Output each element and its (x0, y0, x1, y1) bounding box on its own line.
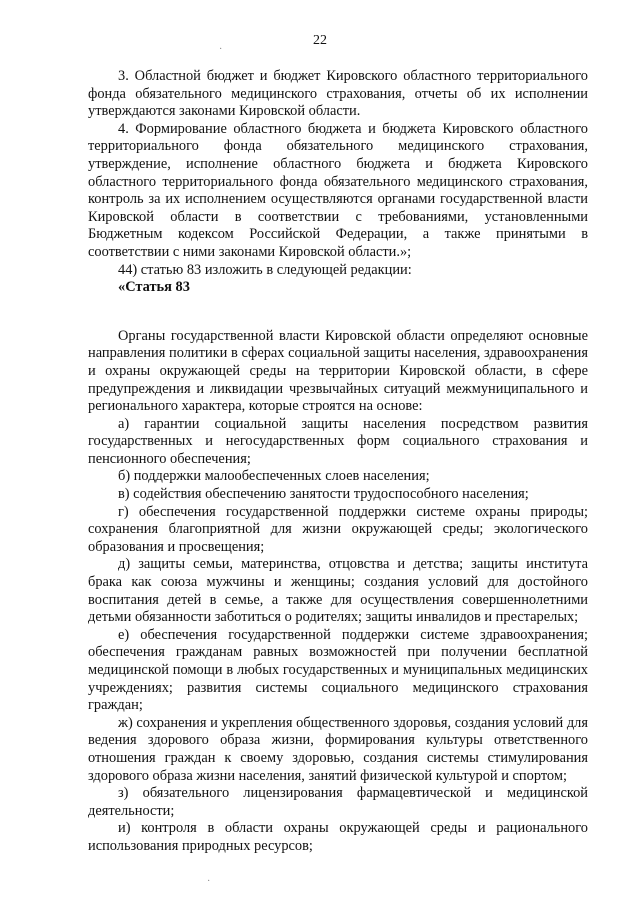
paragraph-44: 44) статью 83 изложить в следующей редакции: (118, 261, 412, 278)
list-item-g: г) обеспечения государственной поддержки системе охраны природы; сохранения благоприятной для жизни окружающей среды; экологического образования и просвещения; (88, 503, 588, 555)
scan-speck: · (219, 44, 223, 55)
scan-speck: · (207, 876, 211, 887)
page-number: 22 (313, 33, 327, 48)
article-title: «Статья 83 (118, 279, 190, 296)
spacer (88, 297, 588, 328)
list-item-zh: ж) сохранения и укрепления общественного здоровья, создания условий для ведения здорового образа жизни, формирования культуры ответственного отношения граждан к своему здоровью, создания системы стимулирования здорового образа жизни населения, занятий физической культурой и спортом; (88, 714, 588, 784)
list-item-a: а) гарантии социальной защиты населения посредством развития государственных и негосударственных форм социального страхования и пенсионного обеспечения; (88, 415, 588, 467)
article-intro: Органы государственной власти Кировской области определяют основные направления политики в сферах социальной защиты населения, здравоохранения и охраны окружающей среды на территории Кировской области, в сфере предупреждения и ликвидации чрезвычайных ситуаций межмуниципального и регионального характера, которые строятся на основе: (88, 327, 588, 415)
list-item-z: з) обязательного лицензирования фармацевтической и медицинской деятельности; (88, 785, 588, 819)
paragraph-4: 4. Формирование областного бюджета и бюджета Кировского областного территориального фонда обязательного медицинского страхования, утверждение, исполнение областного бюджета и бюджета Кировского областного территориального фонда обязательного медицинского страхования, контроль за их исполнением осуществляются органами государственной власти Кировской области в соответствии с требованиями, установленными Бюджетным кодексом Российской Федерации, а также принятыми в соответствии с ними законами Кировской области.»; (88, 120, 588, 260)
list-item-b: б) поддержки малообеспеченных слоев населения; (118, 468, 430, 485)
paragraph-3: 3. Областной бюджет и бюджет Кировского областного территориального фонда обязательного медицинского страхования, отчеты об их исполнении утверждаются законами Кировской области. (88, 68, 588, 120)
document-body (88, 68, 588, 856)
list-item-e: е) обеспечения государственной поддержки системе здравоохранения; обеспечения гражданам равных возможностей при получении бесплатной медицинской помощи в любых государственных и муниципальных медицинских учреждениях; развития системы социального медицинского страхования граждан; (88, 626, 588, 714)
list-item-v: в) содействия обеспечению занятости трудоспособного населения; (118, 486, 529, 503)
list-item-d: д) защиты семьи, материнства, отцовства и детства; защиты института брака как союза мужчины и женщины; создания условий для достойного воспитания детей в семье, а также для осуществления совершеннолетними детьми обязанности заботиться о родителях; защиты инвалидов и престарелых; (88, 556, 588, 626)
list-item-i: и) контроля в области охраны окружающей среды и рационального использования природных ресурсов; (88, 820, 588, 854)
